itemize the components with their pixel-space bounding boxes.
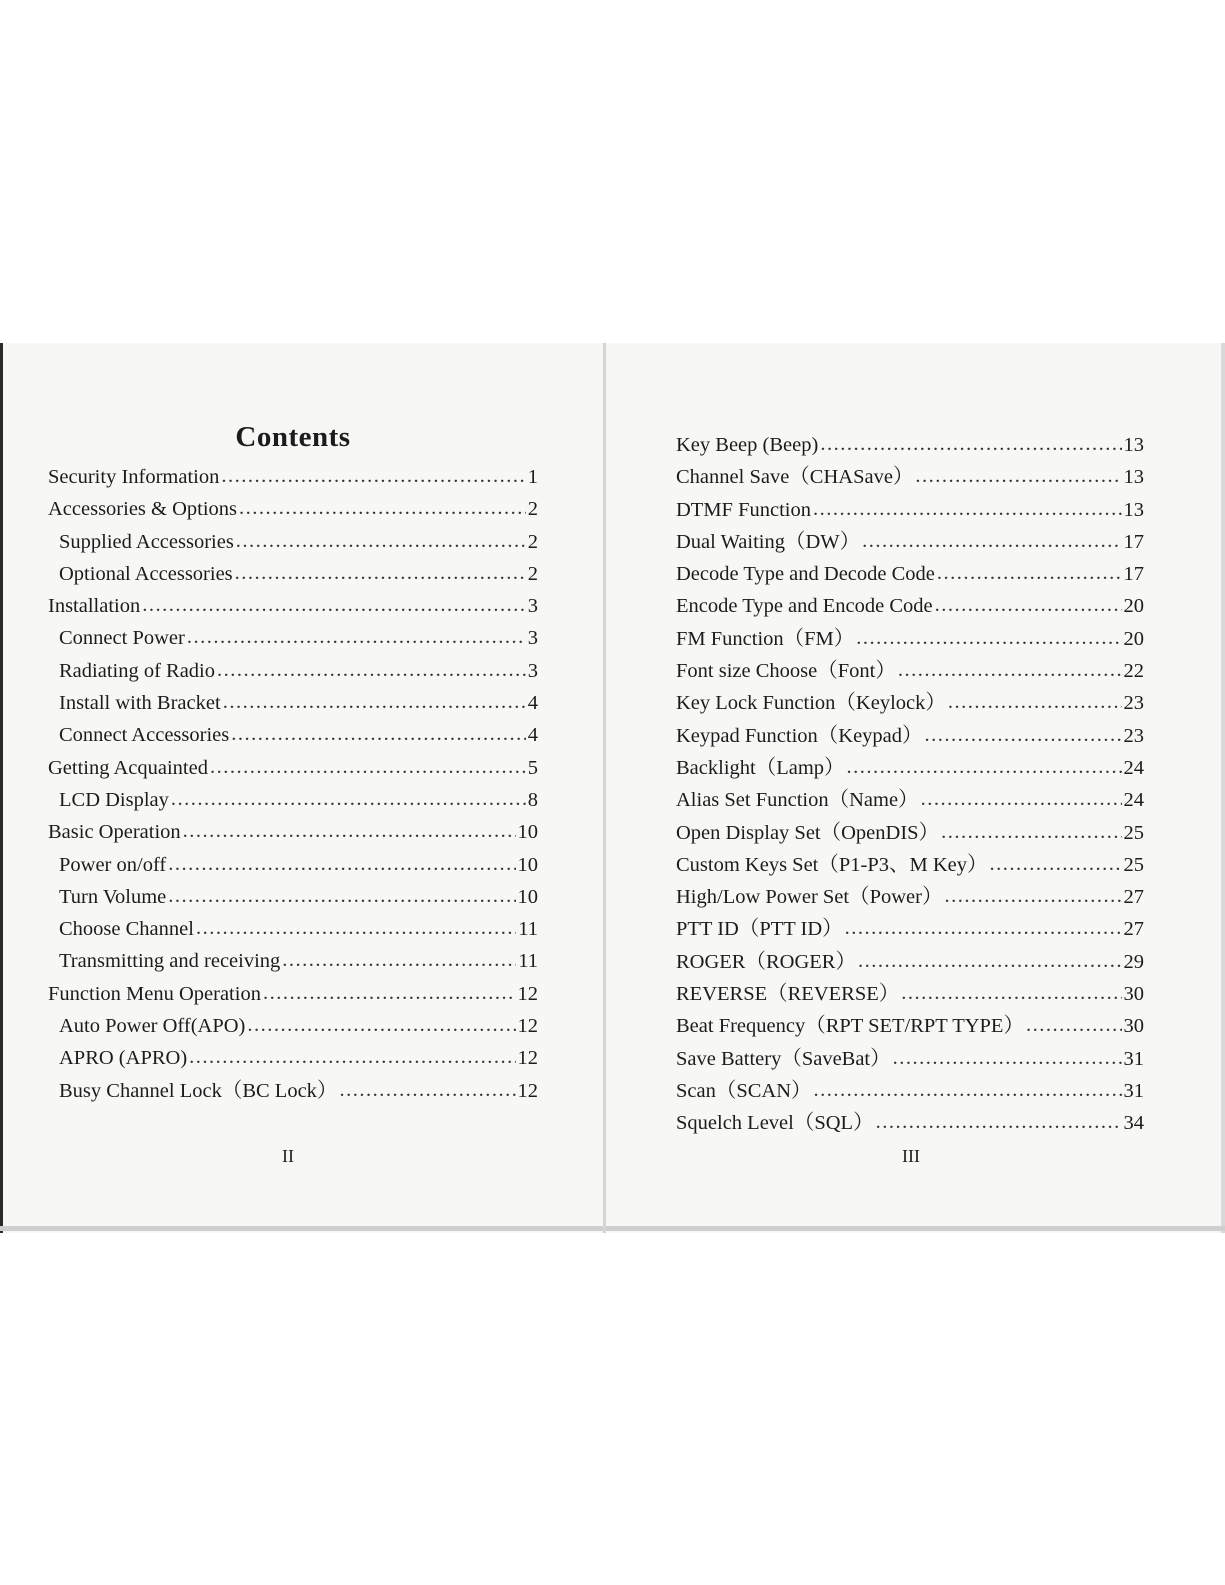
toc-entry-label: Channel Save（CHASave）: [676, 466, 914, 489]
toc-entry-label: Supplied Accessories: [59, 530, 234, 553]
toc-entry: [676, 1107, 1144, 1139]
toc-entry-label: Open Display Set（OpenDIS）: [676, 821, 940, 844]
toc-entry-label: Getting Acquainted: [48, 756, 208, 779]
toc-entry-label: Function Menu Operation: [48, 982, 261, 1005]
dot-leader: [858, 945, 1122, 977]
toc-entry-page: 13: [1123, 466, 1144, 489]
toc-entry-label: Power on/off: [59, 853, 167, 876]
toc-entry: [48, 816, 538, 848]
toc-entry-page: 12: [517, 1079, 538, 1102]
toc-entry: [676, 881, 1144, 913]
toc-entry-page: 23: [1123, 724, 1144, 747]
toc-entry-label: APRO (APRO): [59, 1047, 188, 1070]
toc-entry-label: Connect Power: [59, 627, 185, 650]
dot-leader: [223, 686, 526, 718]
dot-leader: [862, 525, 1121, 557]
toc-entry-page: 12: [517, 1047, 538, 1070]
toc-entry-label: Keypad Function（Keypad）: [676, 724, 923, 747]
dot-leader: [847, 751, 1122, 783]
toc-entry: [48, 493, 538, 525]
toc-entry-label: DTMF Function: [676, 498, 811, 521]
dot-leader: [235, 557, 526, 589]
dot-leader: [901, 977, 1121, 1009]
toc-entry: [676, 946, 1144, 978]
toc-entry: [48, 622, 538, 654]
dot-leader: [990, 848, 1122, 880]
dot-leader: [171, 783, 526, 815]
toc-entry: [676, 590, 1144, 622]
toc-entry-label: Installation: [48, 595, 141, 618]
dot-leader: [937, 557, 1122, 589]
dot-leader: [814, 1074, 1122, 1106]
toc-entry-label: Encode Type and Encode Code: [676, 595, 933, 618]
page-title: Contents: [235, 421, 351, 453]
toc-entry-page: 8: [527, 788, 538, 811]
toc-entry-page: 27: [1123, 918, 1144, 941]
toc-entry-label: Dual Waiting（DW）: [676, 530, 861, 553]
toc-entry: [48, 687, 538, 719]
dot-leader: [142, 589, 526, 621]
toc-entry: [676, 1075, 1144, 1107]
page-number: II: [282, 1146, 294, 1166]
toc-entry: [676, 687, 1144, 719]
toc-entry-page: 2: [527, 530, 538, 553]
book-fold: [603, 343, 606, 1233]
toc-entry-label: REVERSE（REVERSE）: [676, 983, 900, 1006]
toc-entry-page: 11: [518, 950, 538, 973]
toc-entry-label: Connect Accessories: [59, 724, 230, 747]
toc-entry-page: 11: [518, 918, 538, 941]
dot-leader: [239, 492, 526, 524]
dot-leader: [935, 589, 1122, 621]
dot-leader: [263, 977, 516, 1009]
dot-leader: [282, 944, 516, 976]
toc-entry-label: Beat Frequency（RPT SET/RPT TYPE）: [676, 1015, 1024, 1038]
toc-entry-label: Squelch Level（SQL）: [676, 1112, 874, 1135]
toc-entry-page: 13: [1123, 498, 1144, 521]
scan-bottom-edge: [0, 1226, 1225, 1231]
toc-entry-page: 17: [1123, 530, 1144, 553]
toc-entry-page: 23: [1123, 692, 1144, 715]
toc-entry: [48, 945, 538, 977]
dot-leader: [845, 912, 1122, 944]
toc-entry-label: Optional Accessories: [59, 562, 233, 585]
toc-entry-label: Busy Channel Lock（BC Lock）: [59, 1079, 338, 1102]
dot-leader: [893, 1042, 1122, 1074]
toc-entry: [48, 1075, 538, 1107]
toc-entry: [676, 849, 1144, 881]
dot-leader: [941, 816, 1121, 848]
dot-leader: [236, 525, 526, 557]
toc-entry: [676, 1043, 1144, 1075]
toc-entry-page: 17: [1123, 563, 1144, 586]
toc-entry-label: PTT ID（PTT ID）: [676, 918, 843, 941]
dot-leader: [876, 1106, 1122, 1138]
toc-entry-page: 25: [1123, 853, 1144, 876]
toc-entry-page: 25: [1123, 821, 1144, 844]
toc-entry: [676, 817, 1144, 849]
toc-entry: [48, 558, 538, 590]
toc-entry-label: LCD Display: [59, 788, 169, 811]
toc-list-right: [676, 429, 1144, 1140]
dot-leader: [221, 460, 525, 492]
toc-entry-label: Key Lock Function（Keylock）: [676, 692, 946, 715]
dot-leader: [813, 493, 1122, 525]
toc-entry-label: Install with Bracket: [59, 692, 221, 715]
toc-list-left: [48, 461, 538, 1107]
toc-entry: [676, 429, 1144, 461]
toc-entry: [48, 461, 538, 493]
toc-entry: [676, 558, 1144, 590]
toc-entry-page: 20: [1123, 595, 1144, 618]
toc-entry: [48, 526, 538, 558]
dot-leader: [921, 783, 1122, 815]
toc-entry-page: 29: [1123, 950, 1144, 973]
dot-leader: [247, 1009, 515, 1041]
dot-leader: [231, 718, 526, 750]
toc-entry-page: 3: [527, 595, 538, 618]
dot-leader: [217, 654, 526, 686]
toc-entry: [48, 1042, 538, 1074]
dot-leader: [183, 815, 516, 847]
toc-entry-page: 10: [517, 853, 538, 876]
toc-entry-label: Basic Operation: [48, 821, 181, 844]
toc-entry-label: Radiating of Radio: [59, 659, 216, 682]
toc-entry: [676, 913, 1144, 945]
dot-leader: [915, 460, 1121, 492]
toc-entry-page: 22: [1123, 660, 1144, 683]
page-number: III: [902, 1146, 920, 1166]
toc-entry-page: 31: [1123, 1079, 1144, 1102]
toc-entry: [676, 978, 1144, 1010]
toc-entry-page: 1: [527, 466, 538, 488]
toc-entry: [48, 849, 538, 881]
toc-entry-page: 27: [1123, 886, 1144, 909]
toc-entry: [48, 784, 538, 816]
toc-entry: [676, 784, 1144, 816]
toc-entry-page: 12: [517, 1015, 538, 1038]
dot-leader: [898, 654, 1122, 686]
toc-entry-label: Alias Set Function（Name）: [676, 789, 919, 812]
toc-entry: [676, 526, 1144, 558]
toc-entry-label: Transmitting and receiving: [59, 950, 281, 973]
toc-entry-page: 5: [527, 756, 538, 779]
toc-entry-label: Key Beep (Beep): [676, 434, 819, 456]
toc-entry-page: 12: [517, 982, 538, 1005]
dot-leader: [820, 428, 1121, 460]
toc-entry-page: 2: [527, 498, 538, 521]
toc-entry-label: Security Information: [48, 466, 220, 488]
dot-leader: [210, 751, 526, 783]
toc-entry: [676, 623, 1144, 655]
toc-entry-page: 24: [1123, 756, 1144, 779]
toc-entry-page: 31: [1123, 1047, 1144, 1070]
toc-entry: [48, 913, 538, 945]
toc-entry-page: 13: [1123, 434, 1144, 456]
dot-leader: [925, 719, 1122, 751]
left-page: [48, 343, 538, 1223]
dot-leader: [948, 686, 1122, 718]
toc-entry-label: Choose Channel: [59, 918, 194, 941]
toc-entry: [48, 719, 538, 751]
toc-entry: [676, 752, 1144, 784]
toc-entry-label: Auto Power Off(APO): [59, 1015, 246, 1038]
toc-entry-label: Custom Keys Set（P1-P3、M Key）: [676, 853, 988, 876]
scan-left-edge: [0, 343, 3, 1233]
toc-entry-page: 10: [517, 821, 538, 844]
toc-entry: [48, 590, 538, 622]
dot-leader: [339, 1074, 515, 1106]
toc-entry-page: 3: [527, 659, 538, 682]
toc-entry: [676, 494, 1144, 526]
toc-entry-page: 2: [527, 562, 538, 585]
toc-entry-page: 34: [1123, 1112, 1144, 1135]
toc-entry: [48, 752, 538, 784]
dot-leader: [196, 912, 516, 944]
toc-entry: [676, 461, 1144, 493]
dot-leader: [168, 848, 515, 880]
dot-leader: [189, 1041, 515, 1073]
toc-entry: [48, 978, 538, 1010]
toc-entry-label: Decode Type and Decode Code: [676, 563, 935, 586]
toc-entry-label: Font size Choose（Font）: [676, 660, 896, 683]
toc-entry-label: Turn Volume: [59, 885, 167, 908]
toc-entry-label: Save Battery（SaveBat）: [676, 1047, 891, 1070]
right-page: [676, 343, 1144, 1223]
dot-leader: [856, 622, 1121, 654]
dot-leader: [168, 880, 515, 912]
toc-entry-page: 24: [1123, 789, 1144, 812]
toc-entry-label: Backlight（Lamp）: [676, 756, 845, 779]
toc-entry-page: 4: [527, 724, 538, 747]
toc-entry: [676, 1010, 1144, 1042]
toc-entry-page: 20: [1123, 627, 1144, 650]
dot-leader: [1026, 1009, 1122, 1041]
toc-entry-page: 30: [1123, 983, 1144, 1006]
toc-entry: [676, 655, 1144, 687]
toc-entry-label: Accessories & Options: [48, 498, 238, 521]
toc-entry: [48, 1010, 538, 1042]
toc-entry: [48, 655, 538, 687]
toc-entry: [676, 720, 1144, 752]
toc-entry-page: 30: [1123, 1015, 1144, 1038]
toc-entry-page: 3: [527, 627, 538, 650]
toc-entry-label: High/Low Power Set（Power）: [676, 886, 943, 909]
dot-leader: [187, 621, 526, 653]
toc-entry: [48, 881, 538, 913]
scan-right-edge: [1221, 343, 1225, 1233]
toc-entry-label: FM Function（FM）: [676, 627, 855, 650]
toc-entry-label: ROGER（ROGER）: [676, 950, 856, 973]
toc-entry-page: 4: [527, 692, 538, 715]
toc-entry-page: 10: [517, 885, 538, 908]
toc-entry-label: Scan（SCAN）: [676, 1079, 812, 1102]
dot-leader: [944, 880, 1121, 912]
